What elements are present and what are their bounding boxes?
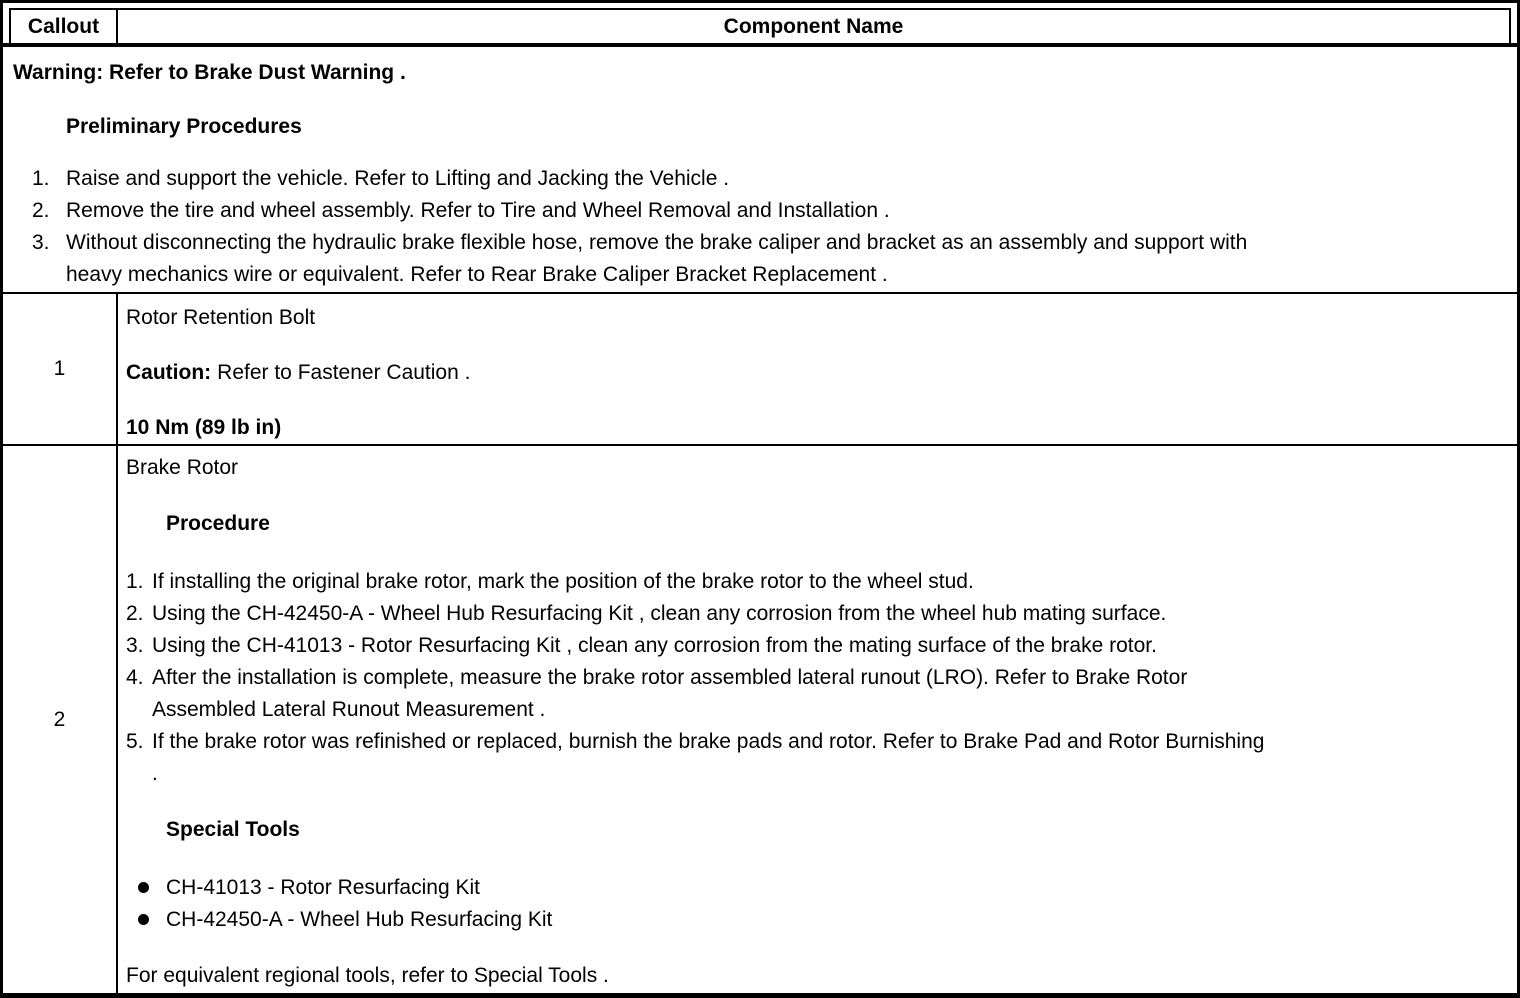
table-header-row	[3, 3, 1517, 47]
procedure-step-5	[126, 726, 1509, 790]
preliminary-steps-list	[11, 163, 1507, 291]
step-number: 4.	[126, 666, 144, 689]
step-text	[66, 195, 1507, 227]
row-2-content	[118, 446, 1517, 993]
row-1-content	[118, 294, 1517, 444]
step-line: Remove the tire and wheel assembly. Refer to Tire and Wheel Removal and Installation .	[66, 199, 890, 222]
regional-tools-note: For equivalent regional tools, refer to Special Tools .	[126, 964, 609, 987]
header-callout-cell: Callout	[11, 10, 118, 43]
table-header-box	[9, 8, 1511, 43]
header-component-cell: Component Name	[723, 15, 904, 38]
step-line: Without disconnecting the hydraulic brake flexible hose, remove the brake caliper and bracket as an assembly and support with	[66, 231, 1248, 254]
bullet-icon	[138, 882, 149, 893]
preliminary-step-2	[11, 195, 1507, 227]
step-number: 5.	[126, 730, 144, 753]
step-line: Assembled Lateral Runout Measurement .	[152, 698, 546, 721]
step-number: 3.	[32, 231, 50, 254]
step-text	[152, 566, 1509, 598]
caution-line	[126, 357, 1509, 389]
procedure-step-4	[126, 662, 1509, 726]
preliminary-row	[3, 47, 1517, 294]
brake-dust-warning-text: Warning: Refer to Brake Dust Warning .	[13, 61, 406, 84]
step-text	[152, 662, 1509, 726]
special-tool-item	[126, 904, 1509, 936]
step-number: 2.	[126, 602, 144, 625]
step-number: 2.	[32, 199, 50, 222]
step-text	[152, 726, 1509, 790]
special-tools-heading: Special Tools	[166, 818, 300, 841]
preliminary-step-1	[11, 163, 1507, 195]
step-number: 3.	[126, 634, 144, 657]
step-line: If installing the original brake rotor, mark the position of the brake rotor to the wheel stud.	[152, 570, 974, 593]
procedure-step-3	[126, 630, 1509, 662]
special-tool-text: CH-41013 - Rotor Resurfacing Kit	[166, 876, 480, 899]
step-line: Raise and support the vehicle. Refer to Lifting and Jacking the Vehicle .	[66, 167, 730, 190]
step-line: After the installation is complete, measure the brake rotor assembled lateral runout (LRO). Refer to Brake Rotor	[152, 666, 1188, 689]
step-line: Using the CH-41013 - Rotor Resurfacing Kit , clean any corrosion from the mating surface of the brake rotor.	[152, 634, 1157, 657]
bullet-icon	[138, 914, 149, 925]
callout-number-2: 2	[3, 446, 118, 993]
step-line: heavy mechanics wire or equivalent. Refer to Rear Brake Caliper Bracket Replacement .	[66, 263, 888, 286]
step-line: If the brake rotor was refinished or replaced, burnish the brake pads and rotor. Refer to Brake Pad and Rotor Burnishing	[152, 730, 1265, 753]
special-tool-text: CH-42450-A - Wheel Hub Resurfacing Kit	[166, 908, 553, 931]
procedure-heading: Procedure	[166, 512, 270, 535]
torque-spec: 10 Nm (89 lb in)	[126, 416, 282, 439]
step-text	[66, 163, 1507, 195]
step-number: 1.	[32, 167, 50, 190]
preliminary-procedures-heading: Preliminary Procedures	[66, 115, 302, 138]
component-title: Rotor Retention Bolt	[126, 306, 316, 329]
procedure-step-2	[126, 598, 1509, 630]
caution-text: Refer to Fastener Caution .	[217, 361, 471, 384]
procedure-steps-list	[126, 566, 1509, 790]
table-row-callout-1	[3, 294, 1517, 446]
special-tool-item	[126, 872, 1509, 904]
procedure-step-1	[126, 566, 1509, 598]
step-text	[152, 598, 1509, 630]
preliminary-step-3	[11, 227, 1507, 291]
table-row-callout-2	[3, 446, 1517, 993]
component-title: Brake Rotor	[126, 456, 239, 479]
step-number: 1.	[126, 570, 144, 593]
callout-number-1: 1	[3, 294, 118, 444]
step-line: Using the CH-42450-A - Wheel Hub Resurfacing Kit , clean any corrosion from the wheel hub mating surface.	[152, 602, 1167, 625]
step-text	[66, 227, 1507, 291]
special-tools-list	[126, 872, 1509, 936]
caution-label: Caution:	[126, 361, 212, 384]
step-text	[152, 630, 1509, 662]
step-line: .	[152, 762, 158, 785]
